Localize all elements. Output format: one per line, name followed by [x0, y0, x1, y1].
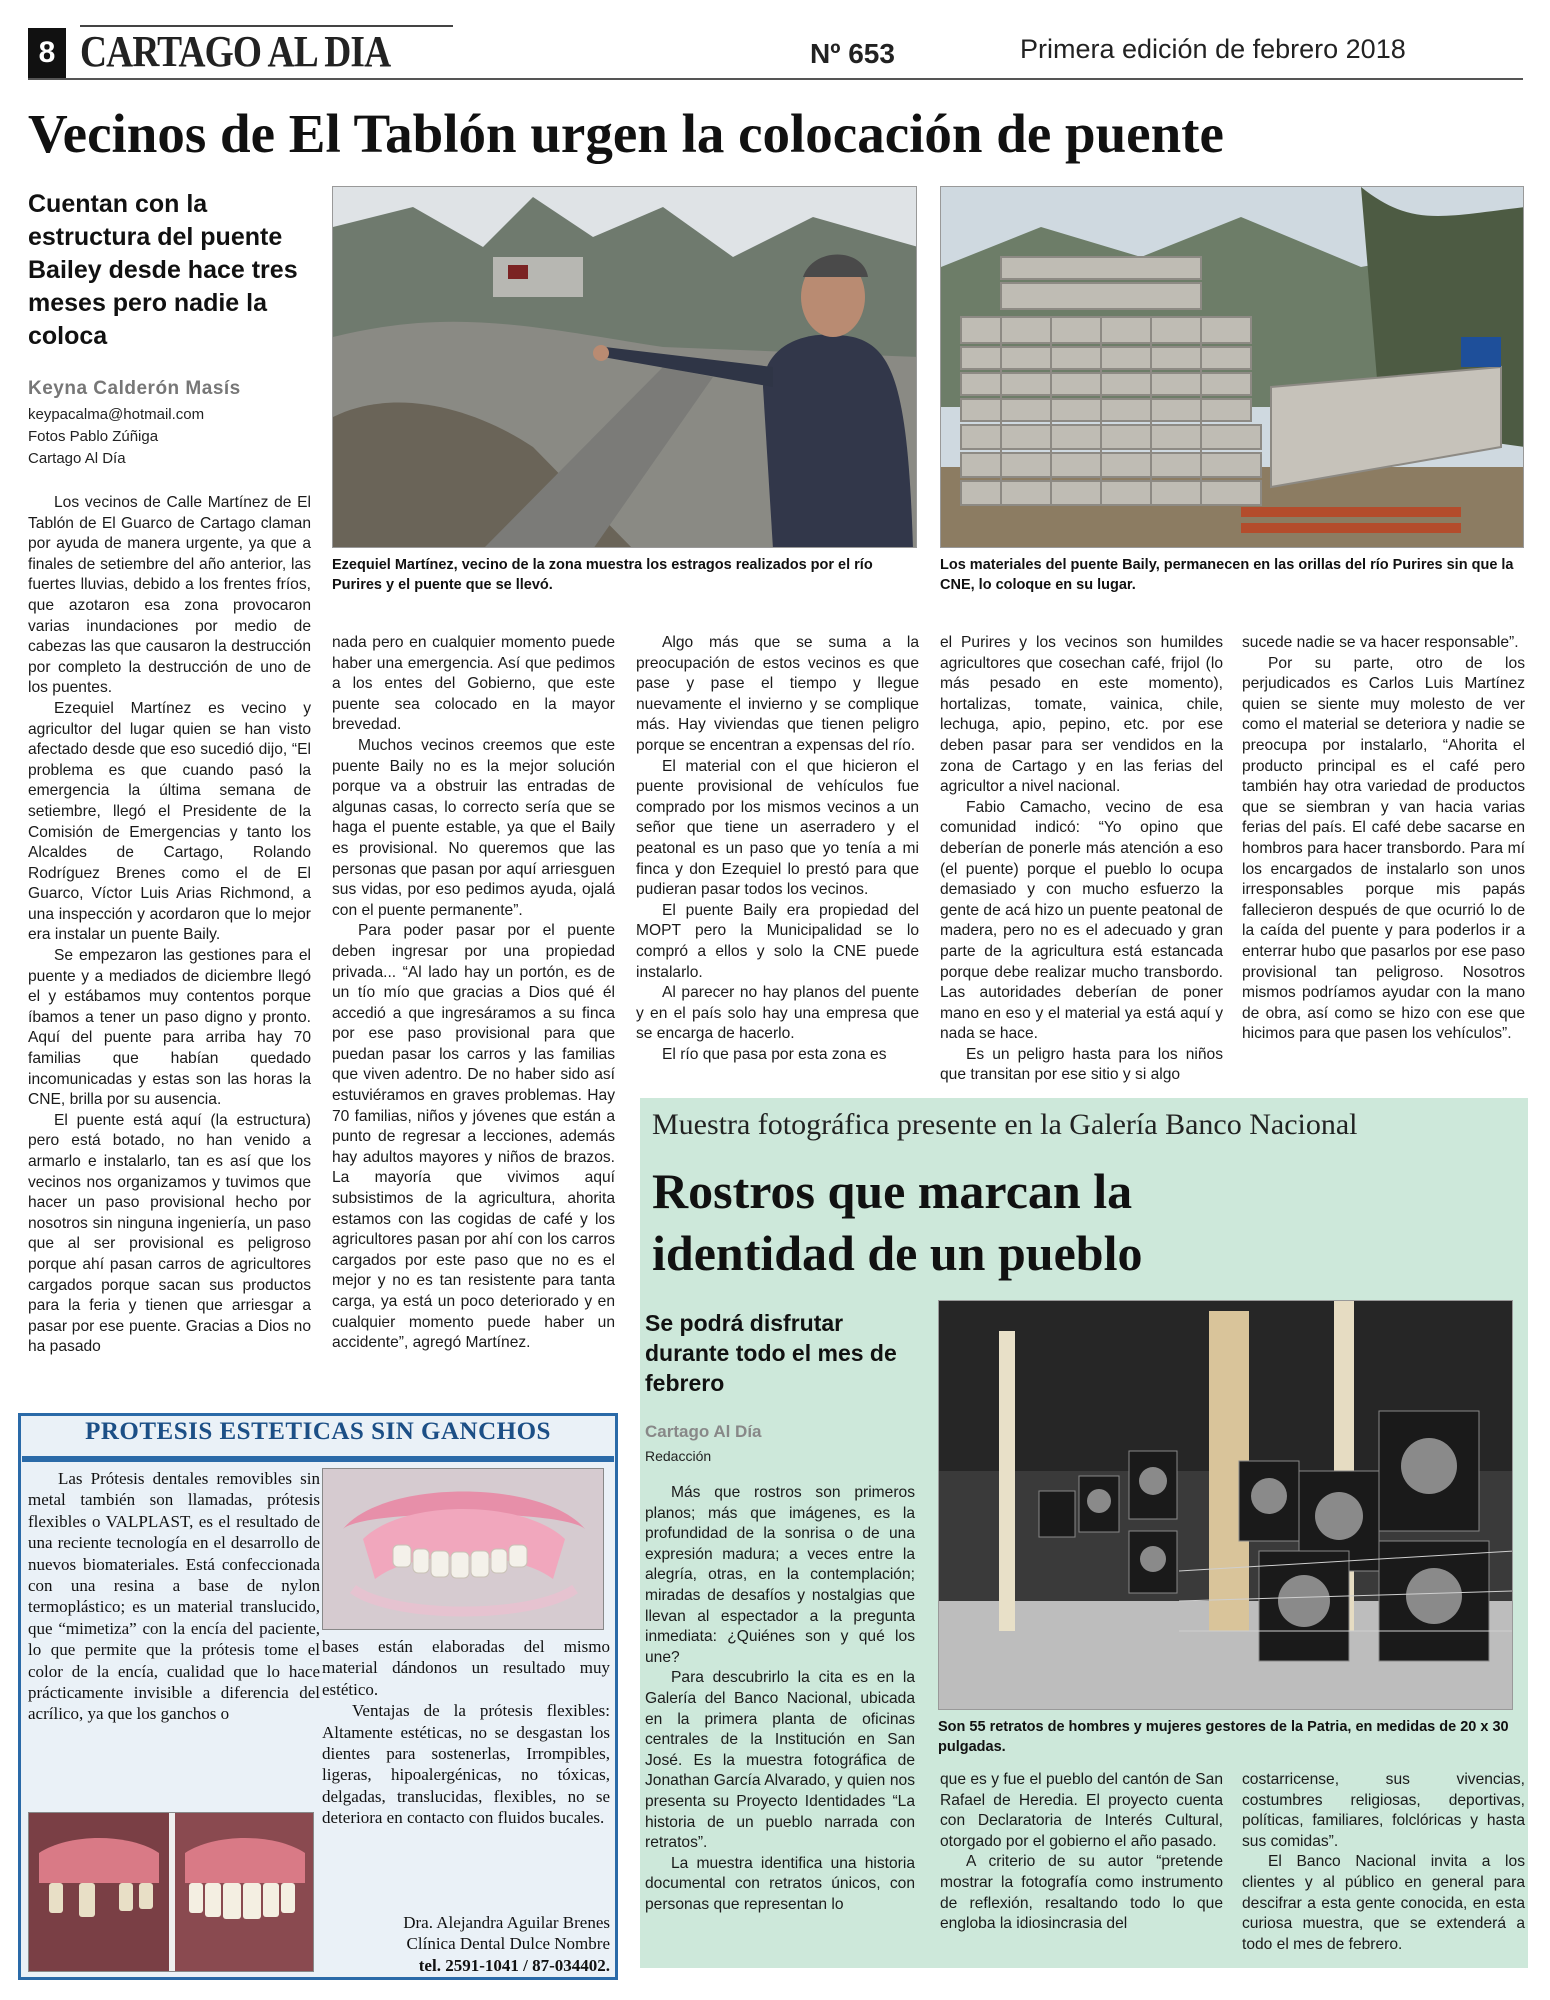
paragraph: Al parecer no hay planos del puente y en el país solo hay una empresa que se encarga de hacerlo.	[636, 984, 919, 1043]
paragraph: Por su parte, otro de los perjudicados es Carlos Luis Martínez quien se siente muy molesto de ver como el material se deteriora y nadie se preocupa por instalarlo, “Ahorita el producto principal es el café pero también hay otra variedad de productos que se siembran y van hacia varias ferias del país. El café debe sacarse en hombros para hacer transbordo. Para mí los encargados de instalarlo son unos irresponsables porque mis papás fallecieron después de que ocurrió lo de la caída del puente y para poderlos ir a enterrar hubo que pasarlos por ese paso provisional tan peligroso. Nosotros mismos podríamos ayudar con la mano de obra, así como se hizo con ese que hicimos para que pasen los vehículos”.	[1242, 654, 1525, 1043]
article-column-2	[332, 633, 615, 1354]
feature-column-2	[940, 1770, 1223, 1935]
paragraph: El Banco Nacional invita a los clientes y al público en general para descifrar a esta gente conocida, en esta curiosa muestra, que se extenderá a todo el mes de febrero.	[1242, 1853, 1525, 1953]
phone-numbers: tel. 2591-1041 / 87-034402.	[418, 1955, 610, 1975]
paragraph: Muchos vecinos creemos que este puente Baily no es la mejor solución porque va a obstruir las entradas de algunas casas, lo correcto sería que se haga el puente estable, ya que el Baily es provisional. No queremos que las personas que pasan por aquí arriesguen sus vidas, por eso pedimos ayuda, ojalá con el puente permanente”.	[332, 736, 615, 919]
article-column-1	[28, 493, 311, 1358]
paragraph: El río que pasa por esta zona es	[662, 1045, 887, 1063]
ad-paragraph: bases están elaboradas del mismo material dándonos un resultado muy estético.	[322, 1637, 610, 1699]
paragraph: El material con el que hicieron el puente provisional de vehículos fue comprado por los mismos vecinos a un señor que tiene un aserradero y el peatonal es un paso que yo tenía a mi finca y don Ezequiel lo prestó para que pudieran pasar todos los vecinos.	[636, 757, 919, 899]
paragraph: el Purires y los vecinos son humildes agricultores que cosechan café, frijol (lo más pesado en este momento), hortalizas, tomate, vainica, chile, lechuga, apio, pepino, etc. por ese deben pasar para ser vendidos en la zona de Cartago y en las ferias del agricultor a nivel nacional.	[940, 634, 1223, 796]
paragraph: sucede nadie se va hacer responsable”.	[1242, 634, 1519, 651]
photo-bridge-materials	[940, 186, 1524, 548]
author-byline: Keyna Calderón Masís	[28, 378, 241, 399]
paragraph: La muestra identifica una historia documental con retratos únicos, con personas que representan lo	[645, 1854, 915, 1913]
photo-gallery-exhibit	[938, 1300, 1513, 1710]
feature-headline: Rostros que marcan la identidad de un pueblo	[652, 1163, 1143, 1281]
outlet-name: Cartago Al Día	[28, 450, 126, 467]
author-email: keypacalma@hotmail.com	[28, 406, 205, 423]
feature-kicker: Muestra fotográfica presente en la Galería Banco Nacional	[652, 1108, 1358, 1141]
issue-number: Nº 653	[810, 38, 895, 69]
top-divider	[28, 78, 1523, 80]
paragraph: nada pero en cualquier momento puede haber una emergencia. Así que pedimos a los entes del Gobierno, que este puente sea colocado en la mayor brevedad.	[332, 634, 615, 734]
photo-credit: Fotos Pablo Zúñiga	[28, 428, 159, 445]
article-subhead: Cuentan con la estructura del puente Bailey desde hace tres meses pero nadie la coloca	[28, 190, 298, 350]
dentures-photo	[322, 1468, 604, 1630]
paragraph: Más que rostros son primeros planos; más que imágenes, es la profundidad de la sonrisa o de una expresión madura; a veces entre la alegría, otras, en la contemplación; miradas de desafíos y nostalgias que llevan al espectador a la pregunta inmediata: ¿Quiénes son y qué los une?	[645, 1484, 915, 1666]
before-after-teeth-photo	[28, 1812, 314, 1972]
photo-man-pointing	[332, 186, 917, 548]
feature-subhead: Se podrá disfrutar durante todo el mes de febrero	[645, 1310, 897, 1396]
doctor-name: Dra. Alejandra Aguilar Brenes	[403, 1913, 610, 1932]
paragraph: Para poder pasar por el puente deben ingresar por una propiedad privada... “Al lado hay un portón, es de un tío mío que gracias a Dios qué él accedió a que ingresáramos a su finca por ese paso provisional para que puedan pasar los carros y las familias que viven adentro. De no haber sido así estuviéramos en graves problemas. Hay 70 familias, niños y jóvenes que están a punto de regresar a lecciones, además hay adultos mayores y niños de brazos. La mayoría que vivimos aquí subsistimos de la agricultura, ahorita estamos con las cogidas de café y los agricultores pasan por ahí con los carros cargados por este paso que no es el mejor y no es tan resistente para tanta carga, ya está un poco deteriorado y en cualquier momento puede haber un accidente”, agregó Martínez.	[332, 922, 615, 1352]
feature-author-role: Redacción	[645, 1448, 712, 1464]
ad-signature	[322, 1912, 610, 1976]
ad-title: PROTESIS ESTETICAS SIN GANCHOS	[85, 1418, 551, 1445]
paragraph: Es un peligro hasta para los niños que transitan por ese sitio y si algo	[940, 1045, 1223, 1084]
paragraph: costarricense, sus vivencias, costumbres religiosas, deportivas, políticas, familiares, folclóricas y hasta sus comidas”.	[1242, 1771, 1525, 1850]
article-column-4	[940, 633, 1223, 1086]
ad-paragraph: Ventajas de la prótesis flexibles: Altamente estéticas, no se desgastan los dientes para sostenerlas, Irrompibles, ligeras, hipoalergénicas, no tóxicas, delgadas, translucidas, flexibles, no se deteriora en contacto con fluidos bucales.	[322, 1701, 610, 1828]
paragraph: El puente Baily era propiedad del MOPT pero la Municipalidad se lo compró a ellos y solo la CNE puede instalarlo.	[636, 901, 919, 981]
paragraph: Fabio Camacho, vecino de esa comunidad indicó: “Yo opino que deberían de ponerle más atención a eso (el puente) porque el pueblo lo ocupa demasiado y con mucho esfuerzo la gente de acá hizo un puente peatonal de madera, pero no es el adecuado y gran parte de la agricultura está estancada porque debe realizar mucho transbordo. Las autoridades deberían de poner mano en eso y el material ya está aquí y nada se hace.	[940, 798, 1223, 1043]
paragraph: que es y fue el pueblo del cantón de San Rafael de Heredia. El proyecto cuenta con Declaratoria de Interés Cultural, otorgado por el gobierno el año pasado.	[940, 1771, 1223, 1850]
paragraph: Algo más que se suma a la preocupación de estos vecinos es que pase y pase el tiempo y llegue nuevamente el invierno y se complique más. Hay viviendas que tienen peligro porque se encentran a expensas del río.	[636, 634, 919, 754]
edition-date: Primera edición de febrero 2018	[1020, 34, 1406, 64]
feature-photo-caption: Son 55 retratos de hombres y mujeres gestores de la Patria, en medidas de 20 x 30 pulgadas.	[938, 1719, 1509, 1755]
paragraph: Para descubrirlo la cita es en la Galería del Banco Nacional, ubicada en la primera planta de oficinas centrales de la Institución en San José. Es la muestra fotográfica de Jonathan García Alvarado, y quien nos presenta su Proyecto Identidades “La historia de un pueblo narrada con retratos”.	[645, 1669, 915, 1852]
ad-paragraph: Las Prótesis dentales removibles sin metal también son llamadas, prótesis flexibles o VALPLAST, es el resultado de una reciente tecnología en el desarrollo de nuevos biomateriales. Está confeccionada con una resina a base de nylon termoplástico; es un material translucido, que “mimetiza” con la encía del paciente, lo que permite que la prótesis tome el color de la encía, cualidad que lo hace prácticamente invisible a diferencia del acrílico, ya que los ganchos o	[28, 1469, 320, 1724]
feature-author: Cartago Al Día	[645, 1422, 762, 1441]
paragraph: Los vecinos de Calle Martínez de El Tablón de El Guarco de Cartago claman por ayuda de manera urgente, ya que a finales de setiembre del año anterior, las fuertes lluvias, debido a los frentes fríos, que azotaron esa zona provocaron varias inundaciones por medio de cabezas las que causaron la destrucción por completo la destrucción de uno de los puentes.	[28, 494, 311, 697]
masthead-logo: CARTAGO AL DIA	[80, 27, 391, 76]
ad-title-rule	[22, 1456, 614, 1462]
feature-column-3	[1242, 1770, 1525, 1955]
paragraph: A criterio de su autor “pretende mostrar la fotografía como instrumento de reflexión, resaltando todo lo que engloba la idiosincrasia del	[940, 1853, 1223, 1933]
feature-column-1	[645, 1483, 915, 1915]
ad-text-left	[28, 1468, 320, 1725]
ad-text-right	[322, 1636, 610, 1829]
photo-caption-2: Los materiales del puente Baily, permanecen en las orillas del río Purires sin que la CNE, lo coloque en su lugar.	[940, 557, 1514, 593]
paragraph: Ezequiel Martínez es vecino y agricultor del lugar quien se han visto afectado desde que eso sucedió dijo, “El problema es que cuando pasó la emergencia la última semana de setiembre, llegó el Presidente de la Comisión de Emergencias y tanto los Alcaldes de Cartago, Rolando Rodríguez Brenes como el de El Guarco, Víctor Luis Arias Richmond, a una inspección y acordaron que lo mejor era instalar un puente Baily.	[28, 699, 311, 944]
clinic-name: Clínica Dental Dulce Nombre	[406, 1934, 610, 1954]
page-number: 8	[28, 28, 66, 78]
main-headline: Vecinos de El Tablón urgen la colocación de puente	[28, 103, 1224, 164]
photo-caption-1: Ezequiel Martínez, vecino de la zona muestra los estragos realizados por el río Purires y el puente que se llevó.	[332, 557, 873, 593]
paragraph: Se empezaron las gestiones para el puente y a mediados de diciembre llegó el y estábamos muy contentos porque íbamos a tener un paso digno y pronto. Aquí del puente para arriba hay 70 familias que habían quedado incomunicadas y estas son las horas la CNE, brilla por su ausencia.	[28, 947, 311, 1109]
paragraph: El puente está aquí (la estructura) pero está botado, no han venido a armarlo e instalarlo, tan es así que los vecinos nos organizamos y tuvimos que hacer un paso provisional hecho por nosotros sin ninguna ingeniería, un paso que al ser provisional es peligroso porque ahí pasan carros de agricultores cargados porque sacan sus productos para la feria y tienen que arriesgar a pasar por ese puente. Gracias a Dios no ha pasado	[28, 1111, 311, 1356]
article-column-3	[636, 633, 919, 1065]
article-column-5	[1242, 633, 1525, 1045]
